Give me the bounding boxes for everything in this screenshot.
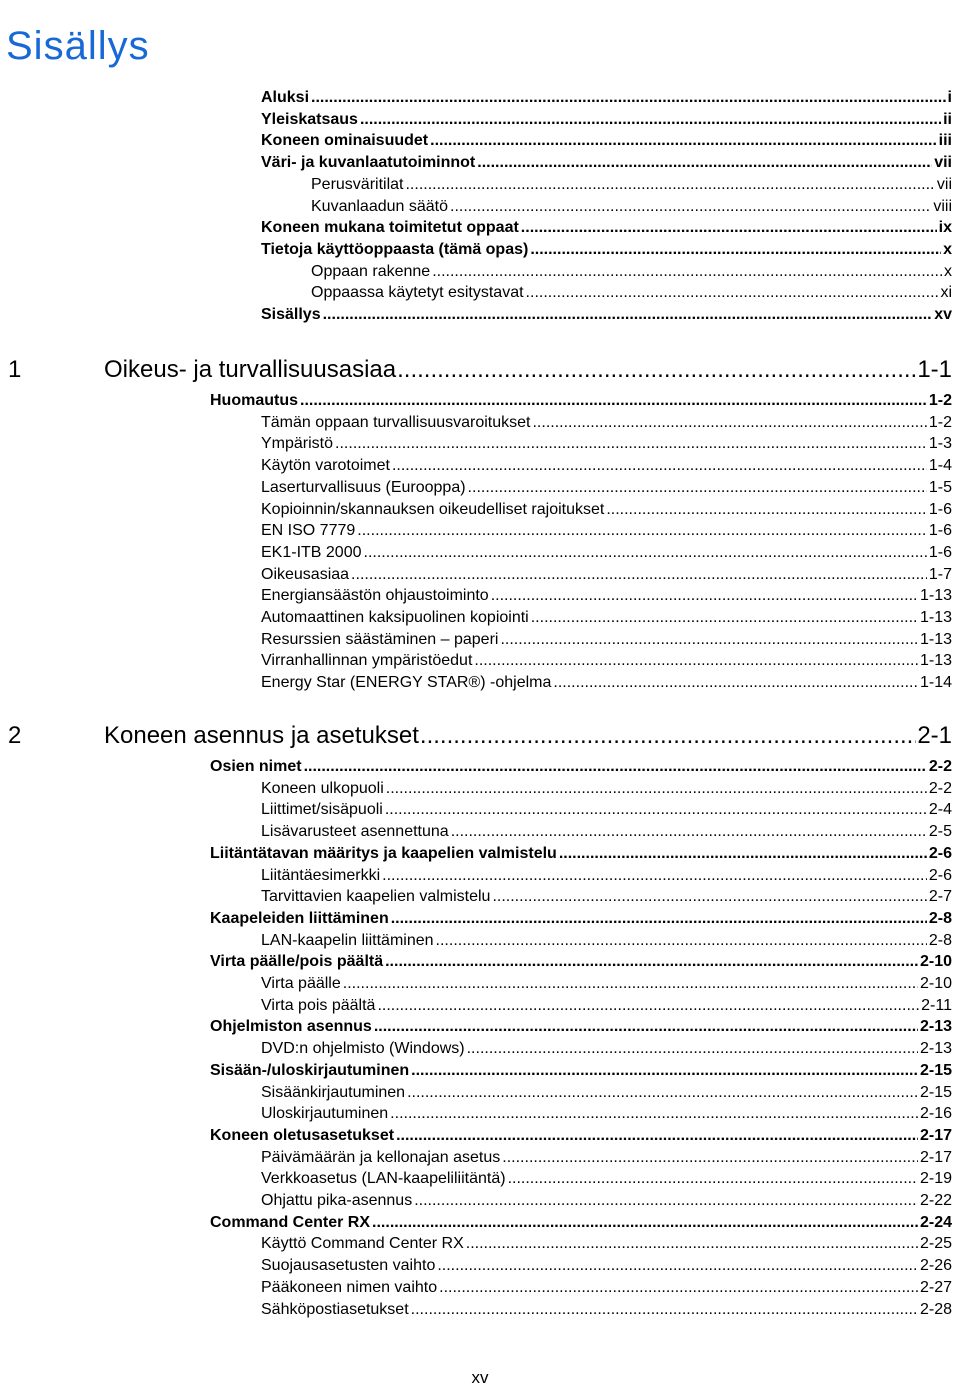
toc-entry-page: xv	[934, 306, 952, 323]
toc-entry-title: Osien nimet	[210, 758, 302, 775]
toc-entry[interactable]	[210, 1018, 952, 1039]
dot-leader	[397, 356, 916, 384]
toc-entry-title: Koneen asennus ja asetukset	[104, 722, 419, 749]
toc-entry-title: Tämän oppaan turvallisuusvaroitukset	[261, 413, 531, 431]
toc-entry-title: Tarvittavien kaapelien valmistelu	[261, 888, 491, 906]
dot-leader	[304, 758, 927, 776]
dot-leader	[391, 910, 927, 928]
toc-entry-page: 1-3	[928, 435, 952, 453]
toc-entry-title: Virta päälle/pois päältä	[210, 953, 384, 971]
toc-entry-page: 2-10	[919, 953, 952, 971]
toc-entry[interactable]	[261, 1149, 952, 1170]
dot-leader	[502, 1149, 918, 1167]
toc-entry-page: 2-10	[919, 975, 952, 992]
toc-entry-page: i	[947, 89, 952, 106]
dot-leader	[437, 1257, 918, 1275]
toc-entry-title: Koneen oletusasetukset	[210, 1126, 395, 1144]
toc-entry-page: vii	[936, 175, 952, 193]
toc-entry-title: Virta pois päältä	[261, 996, 376, 1014]
toc-entry[interactable]	[261, 932, 952, 953]
toc-entry[interactable]	[261, 780, 952, 801]
toc-entry-page: 1-1	[917, 356, 952, 383]
toc-entry-page: 2-28	[919, 1300, 952, 1318]
toc-entry-title: Koneen ominaisuudet	[261, 132, 429, 150]
chapter-number: 2	[8, 722, 22, 749]
toc-entry-page: 2-1	[917, 722, 952, 749]
toc-entry-title: Käyttö Command Center RX	[261, 1235, 464, 1253]
dot-leader	[390, 1105, 918, 1123]
toc-entry[interactable]	[311, 176, 952, 197]
dot-leader	[372, 1214, 918, 1232]
dot-leader	[466, 1235, 918, 1253]
toc-entry[interactable]	[311, 198, 952, 219]
dot-leader	[311, 89, 946, 107]
toc-entry-title: Ohjattu pika-asennus	[261, 1192, 413, 1209]
toc-entry-title: DVD:n ohjelmisto (Windows)	[261, 1040, 465, 1058]
toc-entry[interactable]	[261, 219, 952, 240]
toc-entry[interactable]	[210, 910, 952, 931]
toc-entry-page: 2-2	[928, 779, 952, 797]
toc-entry[interactable]	[261, 306, 952, 327]
toc-entry[interactable]	[261, 1235, 952, 1256]
toc-entry-page: x	[943, 240, 952, 258]
chapter-number: 1	[8, 356, 22, 383]
toc-entry-page: 2-24	[919, 1213, 952, 1231]
dot-leader	[606, 501, 927, 519]
toc-entry[interactable]	[311, 284, 952, 305]
toc-entry[interactable]	[261, 1040, 952, 1061]
toc-entry-page: x	[944, 262, 952, 280]
toc-entry[interactable]	[210, 1214, 952, 1235]
dot-leader	[360, 111, 941, 129]
toc-entry-title: Väri- ja kuvanlaatutoiminnot	[261, 154, 476, 172]
toc-entry[interactable]	[261, 1257, 952, 1278]
dot-leader	[508, 1170, 918, 1188]
dot-leader	[386, 780, 927, 798]
toc-entry-title: Energiansäästön ohjaustoiminto	[261, 587, 489, 605]
toc-entry-page: iii	[938, 132, 952, 150]
toc-entry-title: Kaapeleiden liittäminen	[210, 909, 389, 927]
dot-leader	[357, 522, 927, 540]
toc-entry[interactable]	[261, 1192, 952, 1213]
dot-leader	[526, 284, 939, 302]
toc-entry-page: 2-15	[919, 1061, 952, 1079]
dot-leader	[420, 722, 916, 750]
toc-entry-title: Sähköpostiasetukset	[261, 1300, 409, 1318]
toc-entry[interactable]	[210, 845, 952, 866]
toc-entry-page: vii	[934, 154, 952, 172]
dot-leader	[377, 997, 919, 1015]
dot-leader	[335, 435, 927, 453]
dot-leader	[468, 479, 927, 497]
toc-entry-page: 1-6	[928, 543, 952, 561]
toc-entry-title: Päivämäärän ja kellonajan asetus	[261, 1148, 501, 1166]
toc-entry-page: 1-13	[919, 630, 952, 648]
toc-entry[interactable]	[261, 609, 952, 630]
toc-entry-title: Huomautus	[210, 392, 298, 409]
dot-leader	[343, 975, 918, 993]
toc-entry[interactable]	[261, 631, 952, 652]
toc-entry-page: 1-6	[928, 522, 952, 540]
toc-entry-title: Ympäristö	[261, 435, 334, 453]
toc-entry[interactable]	[261, 241, 952, 262]
toc-entry[interactable]	[210, 758, 952, 779]
toc-entry-title: Koneen mukana toimitetut oppaat	[261, 219, 519, 237]
toc-entry-title: Oikeusasiaa	[261, 565, 350, 583]
toc-entry[interactable]	[261, 867, 952, 888]
toc-entry[interactable]	[261, 674, 952, 695]
dot-leader	[385, 953, 918, 971]
toc-entry-title: Energy Star (ENERGY STAR®) -ohjelma	[261, 674, 552, 692]
toc-entry[interactable]	[261, 479, 952, 500]
dot-leader	[531, 609, 918, 627]
toc-entry-title: Sisällys	[261, 306, 321, 323]
toc-entry[interactable]	[261, 566, 952, 587]
toc-entry-page: 2-22	[919, 1192, 952, 1209]
toc-entry[interactable]	[261, 154, 952, 175]
toc-entry-title: EN ISO 7779	[261, 522, 356, 540]
toc-entry-title: Koneen ulkopuoli	[261, 779, 384, 797]
dot-leader	[385, 801, 927, 819]
dot-leader	[374, 1018, 918, 1036]
toc-entry[interactable]	[261, 888, 952, 909]
toc-entry-title: Sisään-/uloskirjautuminen	[210, 1061, 410, 1079]
toc-entry-title: EK1-ITB 2000	[261, 543, 362, 561]
dot-leader	[411, 1301, 918, 1319]
toc-entry-title: Aluksi	[261, 89, 310, 106]
toc-entry-title: Tietoja käyttöoppaasta (tämä opas)	[261, 240, 529, 258]
dot-leader	[521, 219, 937, 237]
toc-entry-page: 2-25	[919, 1235, 952, 1253]
toc-entry-title: Sisäänkirjautuminen	[261, 1083, 406, 1101]
dot-leader	[411, 1062, 918, 1080]
toc-entry-page: 1-4	[928, 457, 952, 475]
dot-leader	[430, 132, 937, 150]
toc-entry[interactable]	[8, 722, 952, 754]
toc-entry-page: 1-7	[928, 565, 952, 583]
toc-entry[interactable]	[261, 132, 952, 153]
toc-entry[interactable]	[261, 111, 952, 132]
dot-leader	[364, 544, 927, 562]
toc-entry-page: ii	[943, 110, 952, 128]
dot-leader	[436, 932, 927, 950]
toc-entry-title: Uloskirjautuminen	[261, 1105, 389, 1123]
dot-leader	[407, 1084, 918, 1102]
dot-leader	[532, 414, 926, 432]
toc-entry[interactable]	[261, 997, 952, 1018]
dot-leader	[500, 631, 918, 649]
toc-entry-page: 2-13	[919, 1018, 952, 1036]
toc-entry-title: Lisävarusteet asennettuna	[261, 823, 449, 841]
toc-entry-page: 2-16	[919, 1105, 952, 1123]
toc-entry-title: Automaattinen kaksipuolinen kopiointi	[261, 609, 529, 626]
toc-entry[interactable]	[210, 953, 952, 974]
toc-entry-page: 2-27	[919, 1278, 952, 1296]
toc-entry[interactable]	[261, 435, 952, 456]
toc-entry-title: Liitäntäesimerkki	[261, 866, 381, 884]
toc-entry-page: 2-11	[921, 996, 952, 1014]
toc-entry-title: Laserturvallisuus (Eurooppa)	[261, 478, 466, 496]
toc-entry-title: Oikeus- ja turvallisuusasiaa	[104, 356, 397, 383]
dot-leader	[451, 823, 927, 841]
toc-entry[interactable]	[261, 587, 952, 608]
toc-entry-title: Virta päälle	[261, 975, 341, 992]
page-number: xv	[471, 1368, 489, 1387]
dot-leader	[467, 1040, 918, 1058]
dot-leader	[323, 306, 933, 324]
toc-entry[interactable]	[210, 392, 952, 413]
toc-entry-page: 2-8	[928, 931, 952, 949]
toc-entry-title: Kuvanlaadun säätö	[311, 197, 448, 215]
toc-entry-page: 2-13	[919, 1040, 952, 1058]
toc-entry[interactable]	[261, 1084, 952, 1105]
dot-leader	[439, 1279, 918, 1297]
toc-entry-page: ix	[938, 219, 952, 237]
toc-entry-title: Kopioinnin/skannauksen oikeudelliset rajoitukset	[261, 500, 605, 518]
toc-entry-page: 2-19	[919, 1170, 952, 1188]
dot-leader	[492, 888, 926, 906]
dot-leader	[450, 198, 931, 216]
toc-entry-title: Oppaassa käytetyt esitystavat	[311, 284, 524, 302]
dot-leader	[432, 263, 942, 281]
toc-entry[interactable]	[261, 975, 952, 996]
dot-leader	[530, 241, 941, 259]
toc-entry-page: 1-13	[919, 609, 952, 626]
dot-leader	[405, 176, 934, 194]
toc-entry-page: 2-6	[928, 866, 952, 884]
dot-leader	[351, 566, 927, 584]
dot-leader	[491, 587, 918, 605]
toc-entry-page: 2-26	[919, 1257, 952, 1275]
toc-entry-title: Liitäntätavan määritys ja kaapelien valmistelu	[210, 844, 557, 862]
toc-entry[interactable]	[261, 1105, 952, 1126]
toc-entry-title: Virranhallinnan ympäristöedut	[261, 652, 473, 670]
toc-entry-title: Yleiskatsaus	[261, 110, 358, 128]
toc-entry[interactable]	[261, 1170, 952, 1191]
toc-entry-title: Pääkoneen nimen vaihto	[261, 1278, 438, 1296]
toc-entry[interactable]	[261, 1301, 952, 1322]
dot-leader	[392, 457, 927, 475]
toc-entry[interactable]	[261, 823, 952, 844]
toc-entry-page: 1-14	[919, 674, 952, 692]
toc-entry-page: 2-4	[928, 801, 952, 819]
toc-entry[interactable]	[261, 652, 952, 673]
toc-entry-page: 1-13	[919, 587, 952, 605]
toc-entry-page: 2-7	[928, 888, 952, 906]
toc-entry-title: LAN-kaapelin liittäminen	[261, 931, 434, 949]
toc-entry-page: xi	[940, 284, 952, 302]
dot-leader	[414, 1192, 918, 1210]
toc-entry[interactable]	[261, 544, 952, 565]
toc-entry-page: 1-5	[928, 478, 952, 496]
dot-leader	[300, 392, 927, 410]
toc-entry[interactable]	[261, 89, 952, 110]
toc-entry[interactable]	[261, 1279, 952, 1300]
toc-entry-page: 2-6	[928, 844, 952, 862]
toc-entry-title: Perusväritilat	[311, 175, 404, 193]
toc-entry[interactable]	[261, 457, 952, 478]
toc-entry-page: 1-13	[919, 652, 952, 670]
dot-leader	[396, 1127, 918, 1145]
toc-entry-page: 1-2	[928, 392, 952, 409]
dot-leader	[477, 154, 932, 172]
toc-entry[interactable]	[210, 1062, 952, 1083]
dot-leader	[474, 652, 918, 670]
dot-leader	[553, 674, 918, 692]
toc-entry-title: Liittimet/sisäpuoli	[261, 801, 383, 819]
toc-entry-page: 2-15	[919, 1083, 952, 1101]
page-title: Sisällys	[6, 24, 150, 68]
toc-entry-page: 2-17	[919, 1148, 952, 1166]
toc-entry-page: 2-5	[928, 823, 952, 841]
toc-entry-title: Resurssien säästäminen – paperi	[261, 630, 499, 648]
toc-entry[interactable]	[210, 1127, 952, 1148]
dot-leader	[382, 867, 927, 885]
toc-entry[interactable]	[311, 263, 952, 284]
toc-entry-page: viii	[933, 197, 952, 215]
dot-leader	[559, 845, 927, 863]
toc-entry[interactable]	[8, 356, 952, 388]
toc-entry-page: 1-6	[928, 500, 952, 518]
toc-entry-title: Verkkoasetus (LAN-kaapeliliitäntä)	[261, 1170, 506, 1188]
toc-entry-title: Command Center RX	[210, 1213, 371, 1231]
toc-entry-page: 1-2	[928, 413, 952, 431]
toc-entry[interactable]	[261, 414, 952, 435]
toc-entry-title: Käytön varotoimet	[261, 457, 390, 475]
toc-entry-page: 2-17	[919, 1126, 952, 1144]
toc-entry-page: 2-2	[928, 758, 952, 775]
toc-entry-page: 2-8	[928, 909, 952, 927]
toc-entry[interactable]	[261, 501, 952, 522]
toc-entry[interactable]	[261, 801, 952, 822]
toc-entry[interactable]	[261, 522, 952, 543]
toc-entry-title: Ohjelmiston asennus	[210, 1018, 372, 1036]
toc-entry-title: Suojausasetusten vaihto	[261, 1257, 436, 1275]
toc-entry-title: Oppaan rakenne	[311, 262, 431, 280]
